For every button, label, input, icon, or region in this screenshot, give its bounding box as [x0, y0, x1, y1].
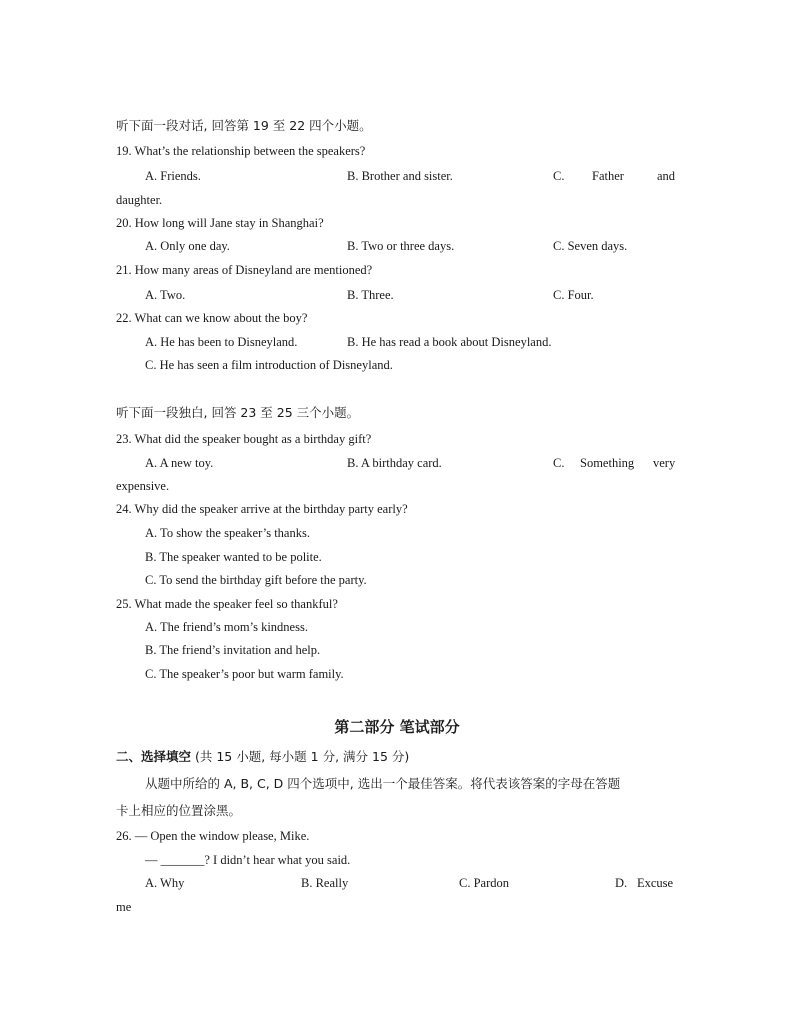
question-26-line-1: 26. — Open the window please, Mike.: [116, 829, 310, 843]
option-b: B. He has read a book about Disneyland.: [347, 335, 552, 349]
option-d-continuation: me: [116, 900, 132, 914]
question-20-options: [0, 238, 794, 254]
option-c-continuation: expensive.: [116, 479, 170, 493]
question-21-options: [0, 287, 794, 303]
option-c: C. Four.: [553, 288, 594, 302]
part-two-title: 第二部分 笔试部分: [334, 718, 460, 736]
option-c: C. Pardon: [459, 876, 509, 890]
question-19-options: [0, 168, 794, 184]
question-24-option-c: C. To send the birthday gift before the party.: [145, 573, 367, 587]
section-heading-detail: (共 15 小题, 每小题 1 分, 满分 15 分): [191, 749, 410, 764]
option-b: B. Really: [301, 876, 349, 890]
question-24-option-a: A. To show the speaker’s thanks.: [145, 526, 310, 540]
option-a: A. Friends.: [145, 169, 201, 183]
question-21-stem: 21. How many areas of Disneyland are mentioned?: [116, 263, 373, 277]
question-25-option-a: A. The friend’s mom’s kindness.: [145, 620, 308, 634]
option-c-label: C.: [553, 456, 565, 470]
question-23-stem: 23. What did the speaker bought as a birthday gift?: [116, 432, 372, 446]
instruction-line-2: 卡上相应的位置涂黑。: [116, 803, 242, 818]
question-25-option-c: C. The speaker’s poor but warm family.: [145, 667, 344, 681]
question-25-option-b: B. The friend’s invitation and help.: [145, 643, 321, 657]
option-b: B. A birthday card.: [347, 456, 442, 470]
option-a: A. He has been to Disneyland.: [145, 335, 298, 349]
question-26-line-2: — _______? I didn’t hear what you said.: [145, 853, 351, 867]
question-22-stem: 22. What can we know about the boy?: [116, 311, 308, 325]
option-c-word-1: Something: [580, 456, 635, 470]
option-d-label: D.: [615, 876, 628, 890]
section-intro-19-22: 听下面一段对话, 回答第 19 至 22 四个小题。: [116, 118, 372, 133]
option-c-label: C.: [553, 169, 565, 183]
option-b: B. Three.: [347, 288, 394, 302]
question-19-stem: 19. What’s the relationship between the speakers?: [116, 144, 366, 158]
question-22-option-c: C. He has seen a film introduction of Disneyland.: [145, 358, 393, 372]
option-b: B. Brother and sister.: [347, 169, 453, 183]
option-a: A. Why: [145, 876, 185, 890]
option-d-word: Excuse: [637, 876, 674, 890]
question-23-options: [0, 455, 794, 471]
question-22-options-ab: [0, 334, 794, 350]
question-25-stem: 25. What made the speaker feel so thankful?: [116, 597, 338, 611]
option-c-word-2: very: [653, 456, 676, 470]
option-c-word-2: and: [657, 169, 676, 183]
section-heading: [116, 749, 409, 765]
option-a: A. Two.: [145, 288, 186, 302]
option-a: A. Only one day.: [145, 239, 230, 253]
question-24-stem: 24. Why did the speaker arrive at the birthday party early?: [116, 502, 408, 516]
option-c: C. Seven days.: [553, 239, 628, 253]
option-c-word-1: Father: [592, 169, 624, 183]
option-c-continuation: daughter.: [116, 193, 163, 207]
question-24-option-b: B. The speaker wanted to be polite.: [145, 550, 322, 564]
question-20-stem: 20. How long will Jane stay in Shanghai?: [116, 216, 324, 230]
instruction-line-1: 从题中所给的 A, B, C, D 四个选项中, 选出一个最佳答案。将代表该答案的字母在答题: [145, 776, 621, 791]
option-b: B. Two or three days.: [347, 239, 455, 253]
option-a: A. A new toy.: [145, 456, 214, 470]
question-26-options: [0, 875, 794, 891]
section-intro-23-25: 听下面一段独白, 回答 23 至 25 三个小题。: [116, 405, 360, 420]
section-heading-bold: 二、选择填空: [116, 749, 192, 764]
